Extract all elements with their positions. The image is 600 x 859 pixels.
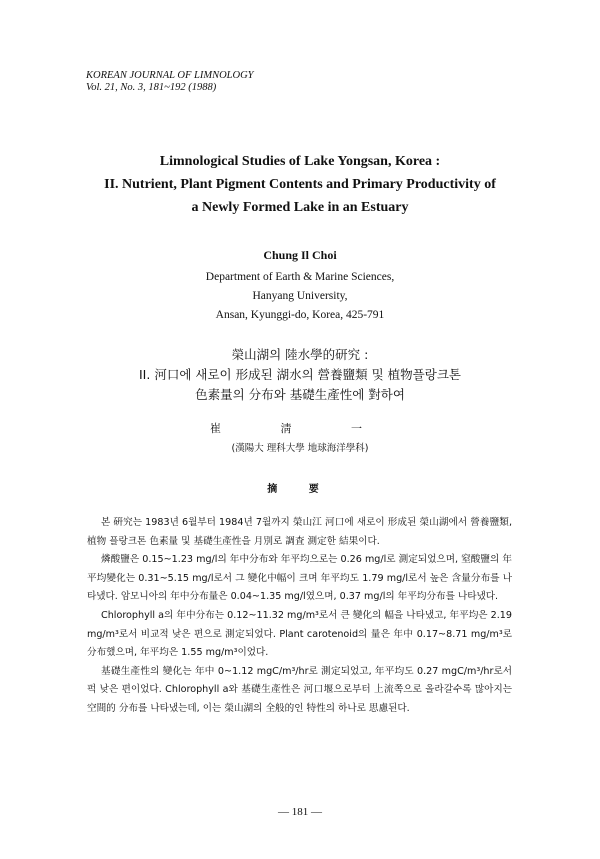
affiliation-line-2: Hanyang University,: [252, 290, 348, 302]
korean-affiliation: (漢陽大 理科大學 地球海洋學科): [231, 443, 369, 454]
journal-citation: Vol. 21, No. 3, 181~192 (1988): [86, 82, 217, 93]
paper-title: [40, 150, 560, 219]
author-name: Chung Il Choi: [263, 248, 337, 262]
author-affiliation: [40, 268, 560, 325]
title-line-3: a Newly Formed Lake in an Estuary: [191, 200, 409, 215]
journal-header: [86, 70, 254, 94]
korean-title-line-1: 榮山湖의 陸水學的研究 :: [231, 347, 369, 362]
title-line-2: II. Nutrient, Plant Pigment Contents and Primary Productivity of: [104, 177, 496, 192]
abstract-paragraph-4: 基礎生產性의 變化는 年中 0~1.12 mgC/m³/hr로 測定되었고, 年平均도 0.27 mgC/m³/hr로서 퍽 낮은 편이었다. Chlorophyll a와 基礎生產性은 河口堰으로부터 上流쪽으로 올라갈수록 많아지는 空間的 分布를 나타냈는데, 이는 榮山湖의 全般的인 特性의 하나로 思慮된다.: [87, 665, 512, 714]
affiliation-line-3: Ansan, Kyunggi-do, Korea, 425-791: [215, 309, 385, 321]
abstract-body: [87, 514, 512, 719]
korean-title-line-2: II. 河口에 새로이 形成된 湖水의 營養鹽類 및 植物플랑크톤: [139, 367, 461, 382]
abstract-paragraph-2: 燐酸鹽은 0.15~1.23 mg/l의 年中分布와 年平均으로는 0.26 mg/l로 測定되었으며, 窒酸鹽의 年平均變化는 0.31~5.15 mg/l로서 그 變化中幅이 크며 年平均도 1.79 mg/l로서 높은 含量分布를 나타냈다. 암모니아의 年中分布量은 0.04~1.35 mg/l였으며, 0.37 mg/l의 年平均分布를 나타냈다.: [87, 554, 512, 603]
korean-title-line-3: 色素量의 分布와 基礎生產性에 對하여: [195, 387, 405, 402]
abstract-heading: 摘 要: [267, 484, 333, 495]
korean-title: [40, 345, 560, 405]
title-line-1: Limnological Studies of Lake Yongsan, Korea :: [159, 154, 441, 169]
abstract-paragraph-3: Chlorophyll a의 年中分布는 0.12~11.32 mg/m³로서 큰 變化의 幅을 나타냈고, 年平均은 2.19 mg/m³로서 비교적 낮은 편으로 測定되었다. Plant carotenoid의 量은 年中 0.17~8.71 mg/m³로 分布했으며, 年平均은 1.55 mg/m³이었다.: [87, 609, 512, 659]
affiliation-line-1: Department of Earth & Marine Sciences,: [205, 271, 395, 283]
korean-author-name: 崔 淸 一: [210, 422, 390, 435]
journal-name: KOREAN JOURNAL OF LIMNOLOGY: [86, 70, 254, 81]
abstract-paragraph-1: 본 硏究는 1983년 6월부터 1984년 7월까지 榮山江 河口에 새로이 形成된 榮山湖에서 營養鹽類, 植物 플랑크톤 色素量 및 基礎生產性을 月別로 調査 測定한 結果이다.: [87, 517, 512, 547]
page-number: — 181 —: [278, 806, 322, 818]
